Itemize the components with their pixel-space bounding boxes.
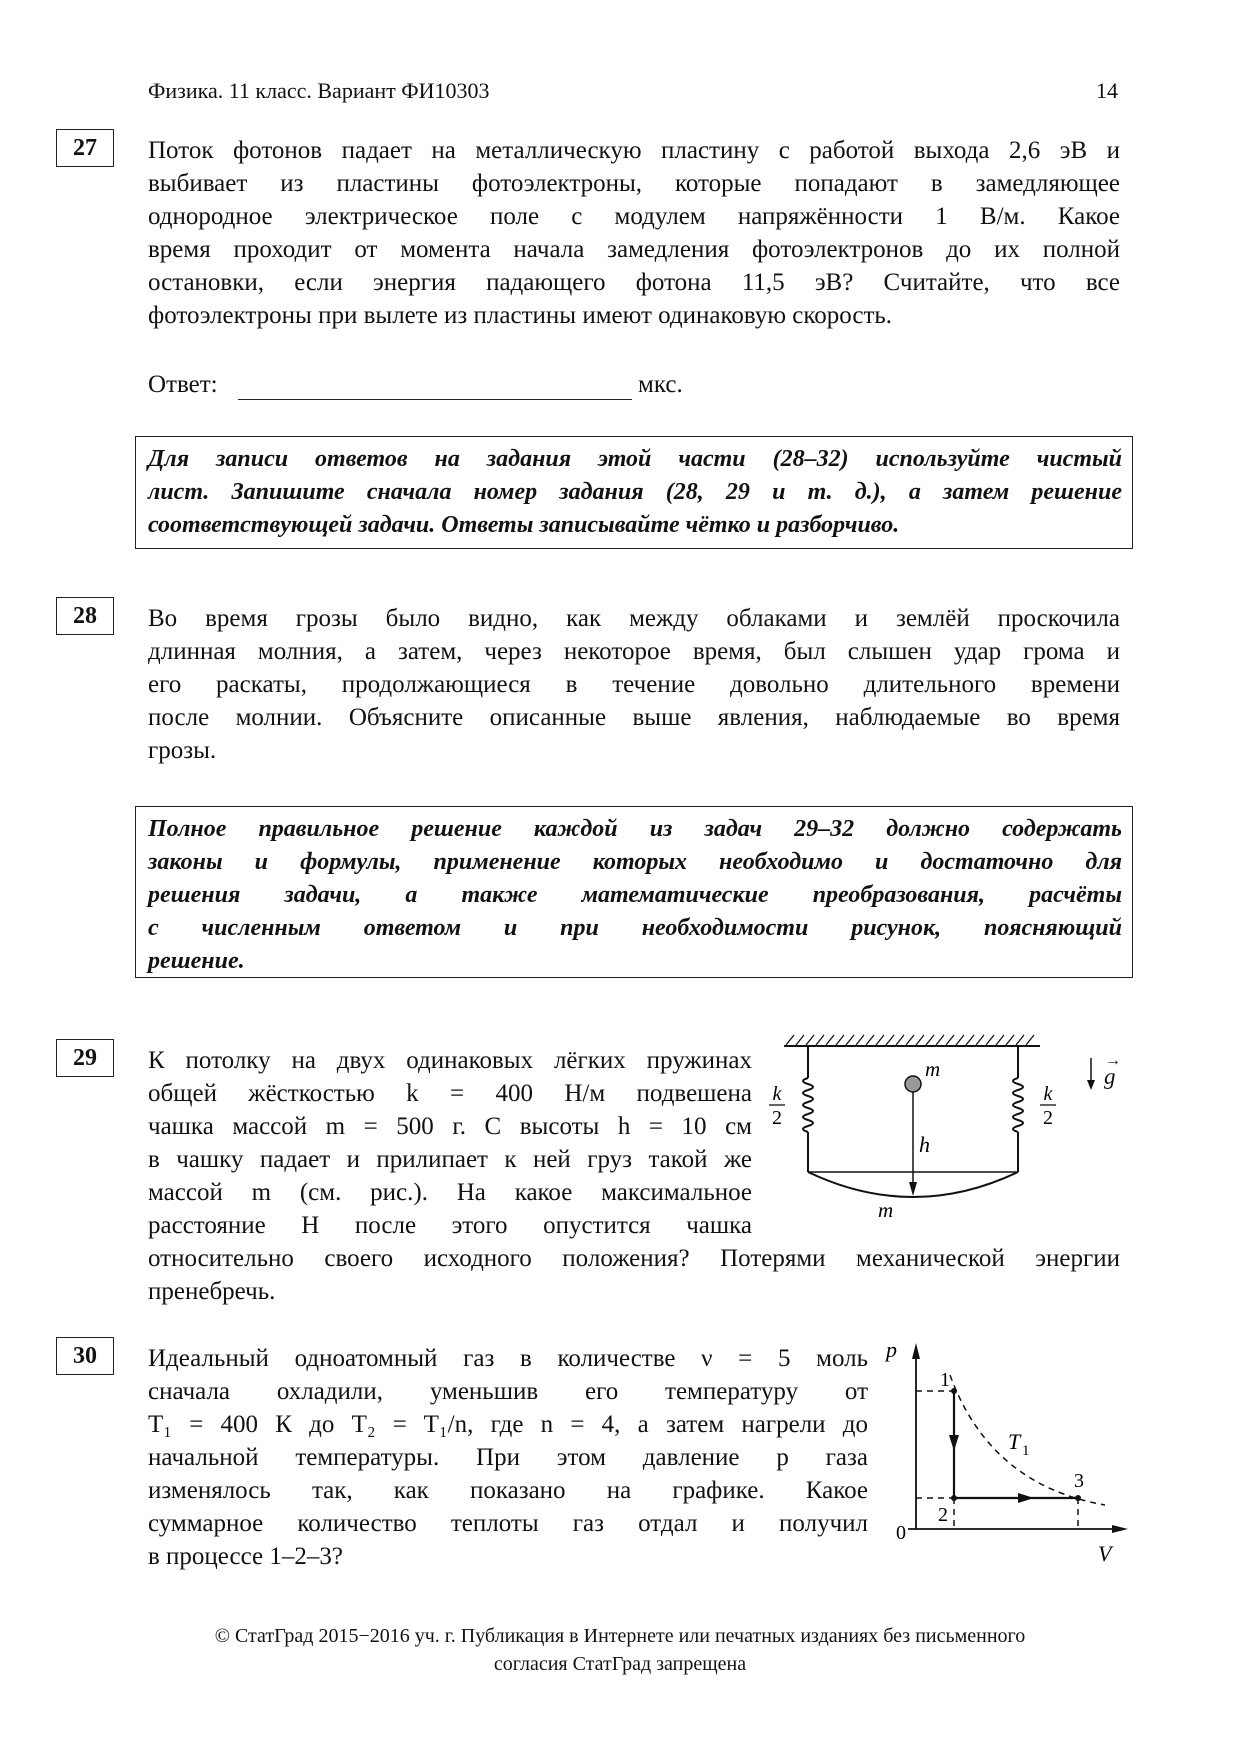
task-27-number: 27: [56, 129, 114, 167]
task-27-line: время проходит от момента начала замедления фотоэлектронов до их полной: [148, 236, 1120, 263]
ceiling-hatching: [786, 1035, 1034, 1045]
task-30-number: 30: [56, 1337, 114, 1375]
left-spring: [803, 1046, 813, 1172]
task-27-line: Поток фотонов падает на металлическую пластину с работой выхода 2,6 эВ и: [148, 137, 1120, 164]
task-30-line: в процессе 1–2–3?: [148, 1543, 343, 1570]
task-29-line: расстояние H после этого опустится чашка: [148, 1212, 752, 1239]
process-2-3-arrow: [1018, 1493, 1034, 1503]
point-1-label: 1: [940, 1369, 950, 1391]
ball-mass-label: m: [925, 1057, 941, 1081]
answer-label: Ответ:: [148, 371, 218, 398]
footer-line-2: согласия СтатГрад запрещена: [493, 1653, 747, 1675]
task-30-line: сначала охладили, уменьшив его температуру от: [148, 1378, 868, 1405]
task-29-text-narrow: [148, 1044, 752, 1242]
notice-1-line: лист. Запишите сначала номер задания (28, 29 и т. д.), а затем решение: [148, 479, 1122, 505]
spring-cup-figure: [760, 1030, 1100, 1230]
task-30-line: T₁ = 400 К до T₂ = T₁/n, где n = 4, а затем нагрели до: [148, 1411, 868, 1438]
notice-2-line: решение.: [148, 948, 245, 974]
task-28-line: после молнии. Объясните описанные выше явления, наблюдаемые во время: [148, 704, 1120, 731]
gravity-label: [1104, 1052, 1121, 1090]
point-3-label: 3: [1074, 1470, 1084, 1492]
task-30-text: [148, 1342, 868, 1573]
page-number: 14: [1096, 78, 1118, 103]
task-28-text: [148, 602, 1120, 767]
task-27-line: однородное электрическое поле с модулем напряжённости 1 В/м. Какое: [148, 203, 1120, 230]
page-header-title: Физика. 11 класс. Вариант ФИ10303: [148, 78, 490, 103]
isotherm-label: T: [1008, 1429, 1021, 1454]
p-axis-arrow: [912, 1343, 920, 1359]
left-spring-2: 2: [772, 1107, 782, 1129]
task-30-line: изменялось так, как показано на графике. Какое: [148, 1477, 868, 1504]
v-axis-label: V: [1098, 1541, 1112, 1566]
task-27-line: фотоэлектроны при вылете из пластины имеют одинаковую скорость.: [148, 302, 893, 329]
notice-box-2: [135, 806, 1133, 978]
notice-2-line: Полное правильное решение каждой из задач 29–32 должно содержать: [148, 816, 1122, 842]
task-29-line: относительно своего исходного положения? Потерями механической энергии: [148, 1245, 1120, 1272]
task-30-line: суммарное количество теплоты газ отдал и получил: [148, 1510, 868, 1537]
answer-line[interactable]: [238, 399, 632, 400]
pv-graph: [880, 1335, 1130, 1575]
point-1: [951, 1388, 957, 1394]
task-28-line: его раскаты, продолжающиеся в течение довольно длительного времени: [148, 671, 1120, 698]
gravity-vector: [1104, 1052, 1121, 1089]
task-29-line: в чашку падает и прилипает к ней груз такой же: [148, 1146, 752, 1173]
point-2-label: 2: [938, 1504, 948, 1526]
notice-1-line: Для записи ответов на задания этой части (28–32) используйте чистый: [148, 446, 1122, 472]
answer-unit: мкс.: [638, 371, 683, 398]
gravity-arrow-head: [1087, 1080, 1095, 1090]
task-27-text: [148, 134, 1120, 332]
notice-2-line: законы и формулы, применение которых необходимо и достаточно для: [148, 849, 1122, 875]
task-29-number: 29: [56, 1039, 114, 1077]
point-2: [951, 1495, 957, 1501]
cup-mass-label: m: [878, 1198, 894, 1222]
task-28-line: длинная молния, а затем, через некоторое время, был слышен удар грома и: [148, 638, 1120, 665]
task-30-line: Идеальный одноатомный газ в количестве ν = 5 моль: [148, 1345, 868, 1372]
height-label: h: [919, 1132, 930, 1157]
origin-label: 0: [896, 1522, 906, 1544]
isotherm-subscript: 1: [1022, 1443, 1030, 1459]
task-27-line: выбивает из пластины фотоэлектроны, которые попадают в замедляющее: [148, 170, 1120, 197]
gravity-letter: g: [1104, 1064, 1116, 1089]
p-axis-label: p: [886, 1337, 897, 1362]
task-29-line: К потолку на двух одинаковых лёгких пружинах: [148, 1047, 752, 1074]
notice-2-line: с численным ответом и при необходимости рисунок, поясняющий: [148, 915, 1122, 941]
vector-arrow-icon: →: [1105, 1052, 1121, 1069]
footer-line-1: © СтатГрад 2015−2016 уч. г. Публикация в Интернете или печатных изданиях без письменного: [214, 1625, 1026, 1647]
right-spring-k: k: [1043, 1083, 1053, 1105]
task-29-line: пренебречь.: [148, 1278, 276, 1305]
task-29-line: массой m (см. рис.). На какое максимальное: [148, 1179, 752, 1206]
footer-copyright: [140, 1622, 1100, 1678]
height-arrow-head: [909, 1182, 917, 1196]
task-30-line: начальной температуры. При этом давление p газа: [148, 1444, 868, 1471]
right-spring: [1013, 1046, 1023, 1172]
task-29-text-wide: [148, 1242, 1120, 1308]
task-29-line: чашка массой m = 500 г. С высоты h = 10 см: [148, 1113, 752, 1140]
task-29-line: общей жёсткостью k = 400 Н/м подвешена: [148, 1080, 752, 1107]
process-1-2-arrow: [949, 1435, 959, 1451]
notice-2-line: решения задачи, а также математические преобразования, расчёты: [148, 882, 1122, 908]
v-axis-arrow: [1112, 1525, 1128, 1533]
task-28-line: Во время грозы было видно, как между облаками и землёй проскочила: [148, 605, 1120, 632]
notice-box-1: [135, 436, 1133, 549]
task-28-line: грозы.: [148, 737, 217, 764]
task-27-line: остановки, если энергия падающего фотона 11,5 эВ? Считайте, что все: [148, 269, 1120, 296]
task-28-number: 28: [56, 597, 114, 635]
notice-1-line: соответствующей задачи. Ответы записывайте чётко и разборчиво.: [148, 512, 900, 538]
left-spring-k: k: [772, 1083, 782, 1105]
falling-ball: [905, 1076, 921, 1092]
right-spring-2: 2: [1043, 1107, 1053, 1129]
point-3: [1075, 1495, 1081, 1501]
